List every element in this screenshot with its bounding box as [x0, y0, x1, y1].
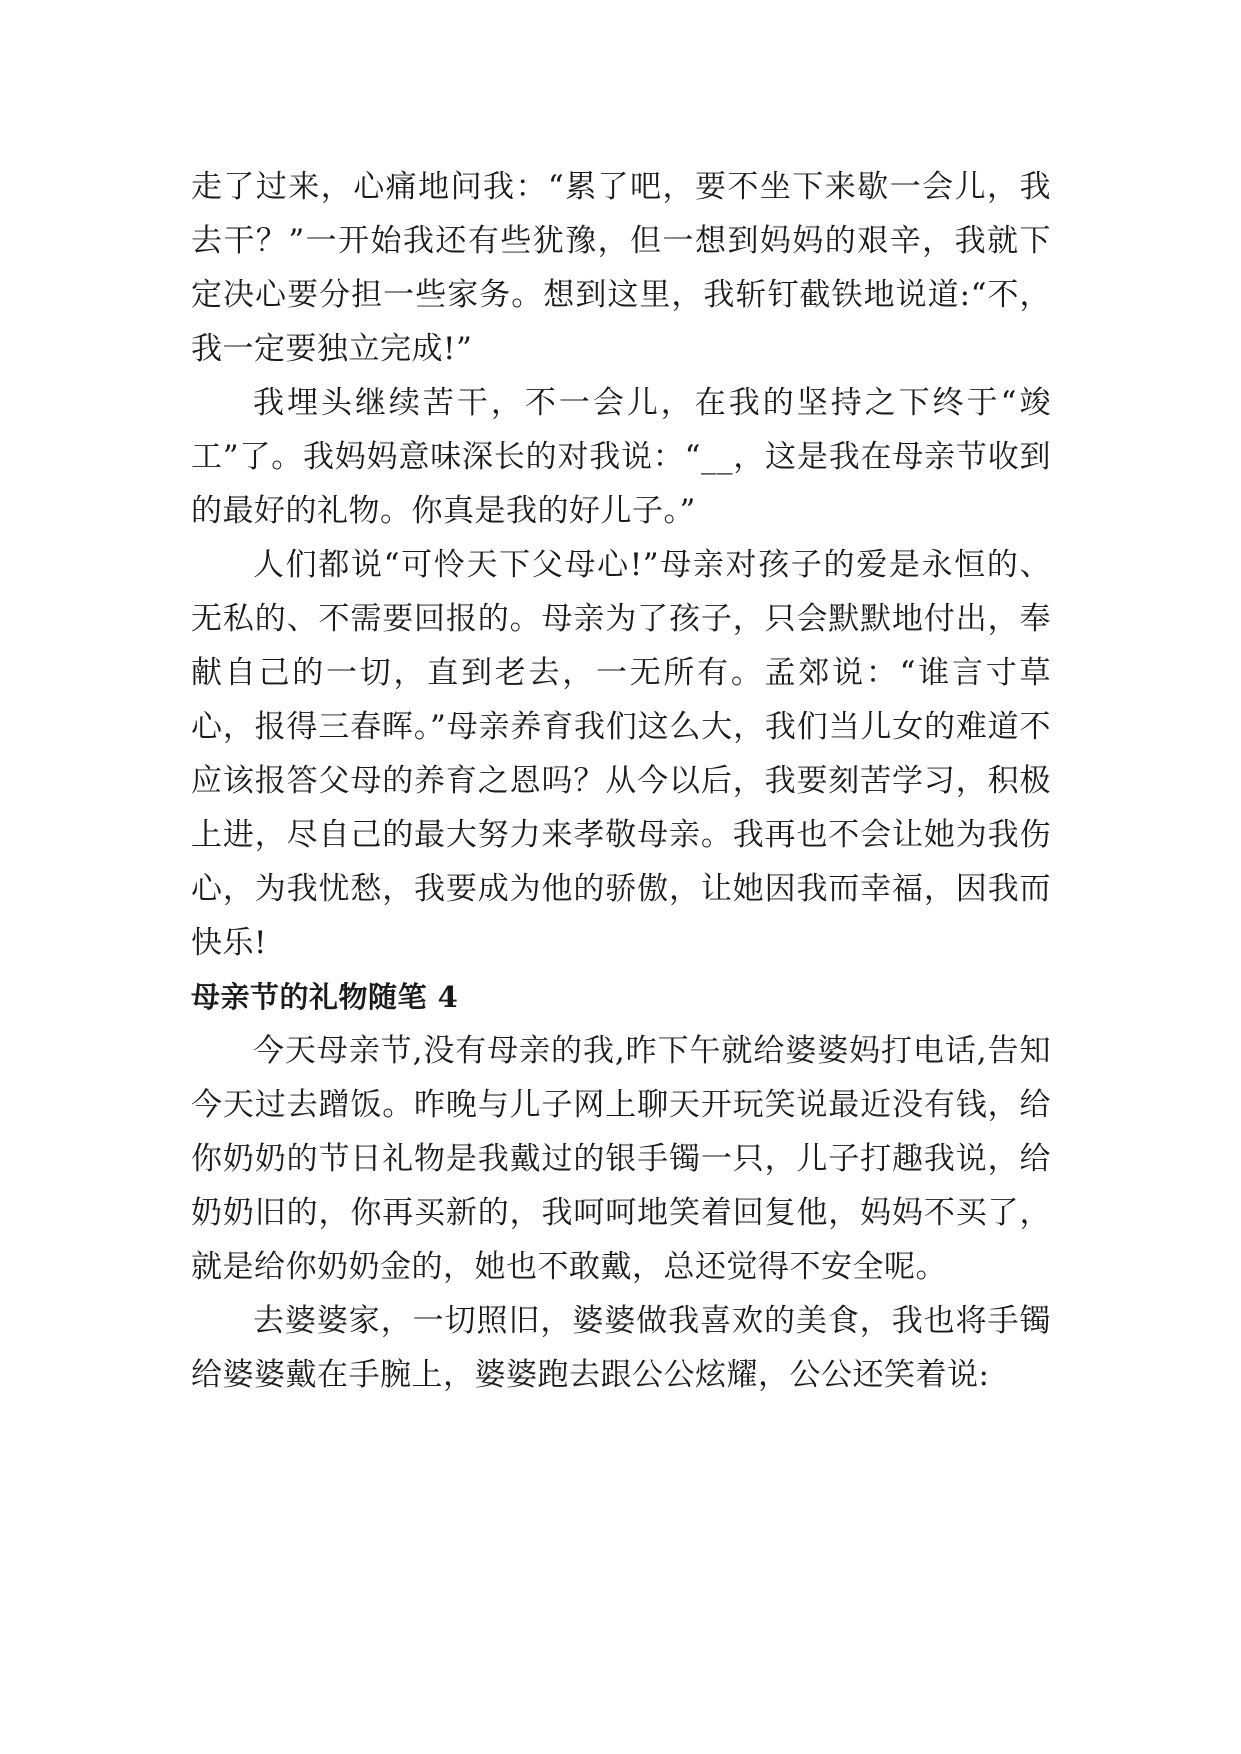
paragraph-4: 今天母亲节,没有母亲的我,昨下午就给婆婆妈打电话,告知今天过去蹭饭。昨晚与儿子网上聊天开玩笑说最近没有钱，给你奶奶的节日礼物是我戴过的银手镯一只，儿子打趣我说，给奶奶旧的，你再买新的，我呵呵地笑着回复他，妈妈不买了，就是给你奶奶金的，她也不敢戴，总还觉得不安全呢。	[191, 1033, 1051, 1285]
document-body	[191, 160, 1051, 1402]
paragraph-5: 去婆婆家，一切照旧，婆婆做我喜欢的美食，我也将手镯给婆婆戴在手腕上，婆婆跑去跟公公炫耀，公公还笑着说:	[191, 1303, 1051, 1393]
section-heading: 母亲节的礼物随笔 4	[191, 980, 459, 1014]
paragraph-2: 我埋头继续苦干，不一会儿，在我的坚持之下终于“竣工”了。我妈妈意味深长的对我说：“__，这是我在母亲节收到的最好的礼物。你真是我的好儿子。”	[191, 385, 1051, 529]
paragraph-1: 走了过来，心痛地问我：“累了吧，要不坐下来歇一会儿，我去干？”一开始我还有些犹豫，但一想到妈妈的艰辛，我就下定决心要分担一些家务。想到这里，我斩钉截铁地说道:“不，我一定要独立完成!”	[191, 169, 1051, 367]
paragraph-3: 人们都说“可怜天下父母心!”母亲对孩子的爱是永恒的、无私的、不需要回报的。母亲为了孩子，只会默默地付出，奉献自己的一切，直到老去，一无所有。孟郊说：“谁言寸草心，报得三春晖。”母亲养育我们这么大，我们当儿女的难道不应该报答父母的养育之恩吗？从今以后，我要刻苦学习，积极上进，尽自己的最大努力来孝敬母亲。我再也不会让她为我伤心，为我忧愁，我要成为他的骄傲，让她因我而幸福，因我而快乐!	[191, 547, 1051, 961]
